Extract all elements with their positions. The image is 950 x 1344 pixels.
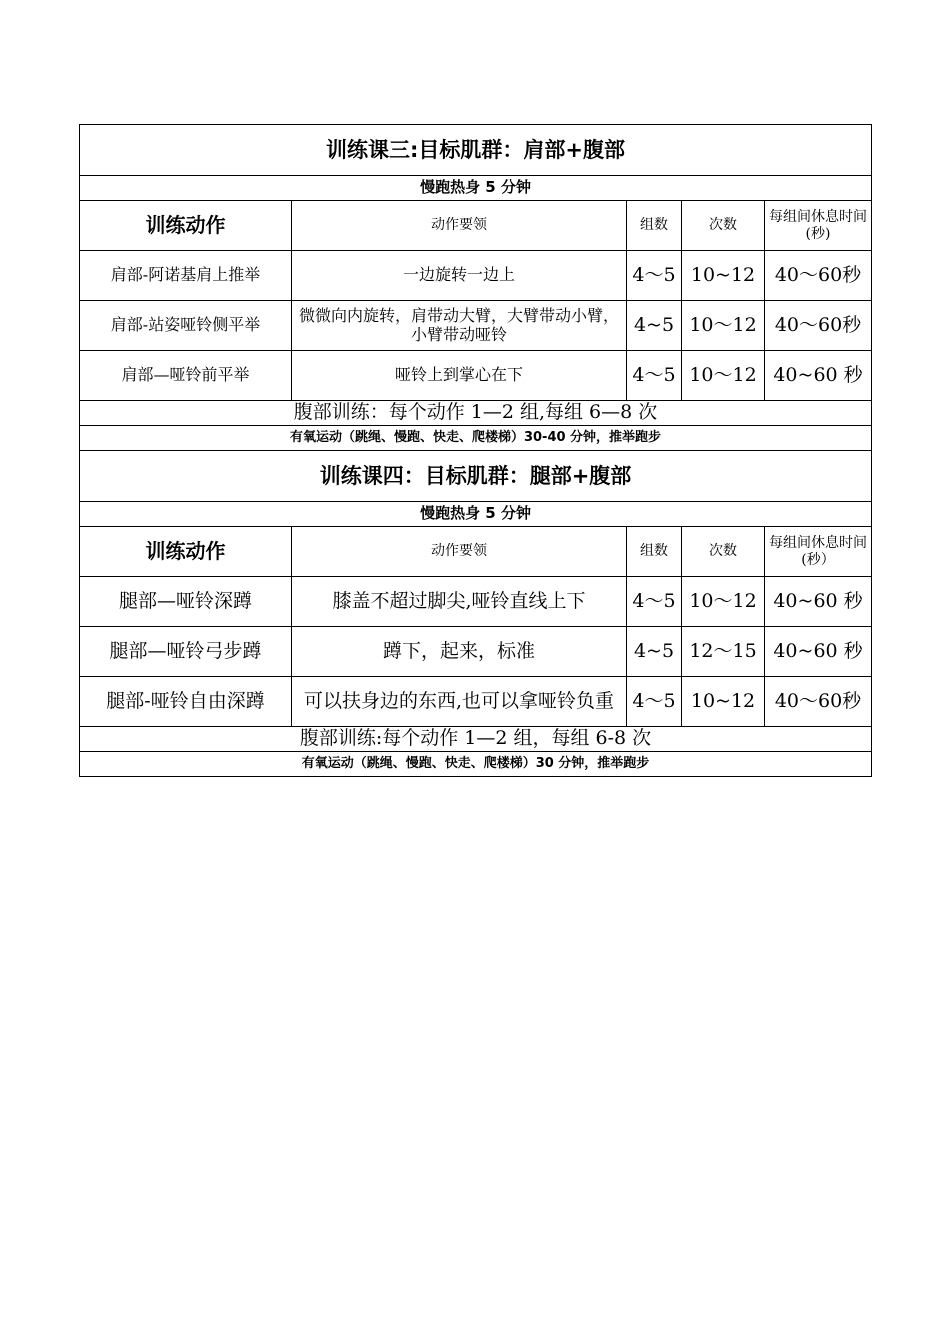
exercise-name: 腿部—哑铃弓步蹲 xyxy=(80,627,292,677)
header-rest: 每组间休息时间(秒） xyxy=(765,527,872,577)
abs-training-text: 腹部训练：每个动作 1—2 组,每组 6—8 次 xyxy=(80,401,872,426)
exercise-rest: 40～60秒 xyxy=(765,677,872,727)
table-row xyxy=(80,627,872,677)
exercise-rest: 40~60 秒 xyxy=(765,627,872,677)
cardio-text: 有氧运动（跳绳、慢跑、快走、爬楼梯）30 分钟，推举跑步 xyxy=(80,752,872,777)
header-move: 训练动作 xyxy=(80,201,292,251)
exercise-reps: 10～12 xyxy=(682,351,765,401)
table-row xyxy=(80,251,872,301)
exercise-name: 肩部-阿诺基肩上推举 xyxy=(80,251,292,301)
session-four xyxy=(80,451,872,777)
exercise-sets: 4~5 xyxy=(627,627,682,677)
exercise-sets: 4~5 xyxy=(627,301,682,351)
exercise-name: 腿部-哑铃自由深蹲 xyxy=(80,677,292,727)
header-reps: 次数 xyxy=(682,201,765,251)
exercise-reps: 10~12 xyxy=(682,251,765,301)
exercise-tip: 一边旋转一边上 xyxy=(292,251,627,301)
cardio-row xyxy=(80,426,872,451)
warmup-row xyxy=(80,176,872,201)
table-row xyxy=(80,351,872,401)
exercise-tip: 哑铃上到掌心在下 xyxy=(292,351,627,401)
exercise-reps: 10～12 xyxy=(682,301,765,351)
cardio-text: 有氧运动（跳绳、慢跑、快走、爬楼梯）30-40 分钟，推举跑步 xyxy=(80,426,872,451)
exercise-sets: 4～5 xyxy=(627,251,682,301)
training-plan-table xyxy=(79,124,872,777)
abs-training-row xyxy=(80,401,872,426)
exercise-reps: 10～12 xyxy=(682,577,765,627)
exercise-rest: 40～60秒 xyxy=(765,301,872,351)
exercise-tip: 膝盖不超过脚尖,哑铃直线上下 xyxy=(292,577,627,627)
exercise-rest: 40~60 秒 xyxy=(765,351,872,401)
exercise-name: 腿部—哑铃深蹲 xyxy=(80,577,292,627)
header-reps: 次数 xyxy=(682,527,765,577)
header-tip: 动作要领 xyxy=(292,527,627,577)
exercise-sets: 4～5 xyxy=(627,351,682,401)
warmup-text: 慢跑热身 5 分钟 xyxy=(80,502,872,527)
header-row xyxy=(80,527,872,577)
table-row xyxy=(80,301,872,351)
warmup-row xyxy=(80,502,872,527)
warmup-text: 慢跑热身 5 分钟 xyxy=(80,176,872,201)
exercise-reps: 10~12 xyxy=(682,677,765,727)
header-tip: 动作要领 xyxy=(292,201,627,251)
exercise-tip: 蹲下，起来，标准 xyxy=(292,627,627,677)
table-row xyxy=(80,577,872,627)
header-sets: 组数 xyxy=(627,527,682,577)
exercise-rest: 40~60 秒 xyxy=(765,577,872,627)
header-sets: 组数 xyxy=(627,201,682,251)
exercise-sets: 4～5 xyxy=(627,677,682,727)
session-title-row xyxy=(80,125,872,176)
cardio-row xyxy=(80,752,872,777)
abs-training-row xyxy=(80,727,872,752)
session-title: 训练课四：目标肌群：腿部+腹部 xyxy=(80,451,872,502)
session-three xyxy=(80,125,872,451)
session-title-row xyxy=(80,451,872,502)
header-row xyxy=(80,201,872,251)
session-title: 训练课三:目标肌群：肩部+腹部 xyxy=(80,125,872,176)
exercise-name: 肩部-站姿哑铃侧平举 xyxy=(80,301,292,351)
table-row xyxy=(80,677,872,727)
exercise-reps: 12～15 xyxy=(682,627,765,677)
exercise-name: 肩部—哑铃前平举 xyxy=(80,351,292,401)
exercise-rest: 40～60秒 xyxy=(765,251,872,301)
exercise-tip: 微微向内旋转，肩带动大臂，大臂带动小臂，小臂带动哑铃 xyxy=(292,301,627,351)
header-move: 训练动作 xyxy=(80,527,292,577)
header-rest: 每组间休息时间(秒) xyxy=(765,201,872,251)
exercise-tip: 可以扶身边的东西,也可以拿哑铃负重 xyxy=(292,677,627,727)
abs-training-text: 腹部训练:每个动作 1—2 组，每组 6-8 次 xyxy=(80,727,872,752)
exercise-sets: 4～5 xyxy=(627,577,682,627)
